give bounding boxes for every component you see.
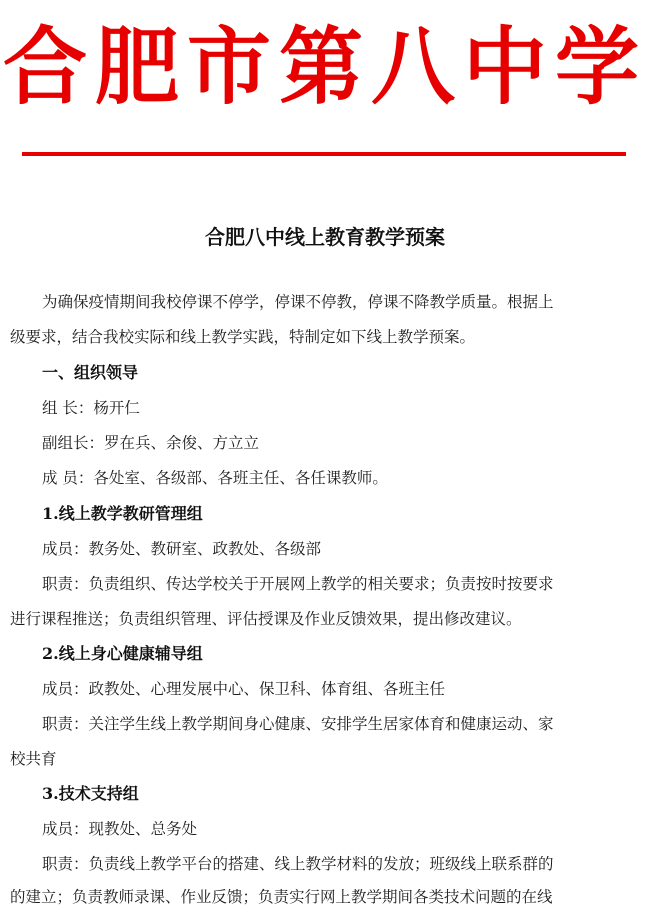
school-letterhead: 合肥市第八中学 [2, 17, 647, 116]
tech-support-members: 成员：现教处、总务处 [42, 820, 198, 838]
health-guidance-duty-line-1: 职责：关注学生线上教学期间身心健康、安排学生居家体育和健康运动、家 [42, 715, 554, 733]
teaching-management-members: 成员：教务处、教研室、政教处、各级部 [42, 540, 322, 558]
document-title: 合肥八中线上教育教学预案 [205, 225, 445, 249]
teaching-management-duty-line-1: 职责：负责组织、传达学校关于开展网上教学的相关要求；负责按时按要求 [42, 575, 554, 593]
subsection-heading-teaching-management: 1.线上教学教研管理组 [42, 504, 203, 523]
section-heading-organization: 一、组织领导 [42, 363, 139, 382]
deputy-leaders: 副组长：罗在兵、余俊、方立立 [42, 434, 260, 452]
intro-line-1: 为确保疫情期间我校停课不停学，停课不停教，停课不降教学质量。根据上 [42, 293, 554, 311]
health-guidance-members: 成员：政教处、心理发展中心、保卫科、体育组、各班主任 [42, 680, 446, 698]
intro-line-2: 级要求，结合我校实际和线上教学实践，特制定如下线上教学预案。 [10, 328, 476, 346]
tech-support-duty-line-2: 的建立；负责教师录课、作业反馈；负责实行网上教学期间各类技术问题的在线 [10, 888, 553, 906]
group-members: 成 员：各处室、各级部、各班主任、各任课教师。 [42, 469, 388, 487]
group-leader: 组 长：杨开仁 [42, 399, 140, 417]
subsection-heading-health-guidance: 2.线上身心健康辅导组 [42, 644, 203, 663]
letterhead-divider [22, 152, 626, 156]
teaching-management-duty-line-2: 进行课程推送；负责组织管理、评估授课及作业反馈效果，提出修改建议。 [10, 610, 522, 628]
tech-support-duty-line-1: 职责：负责线上教学平台的搭建、线上教学材料的发放；班级线上联系群的 [42, 855, 554, 873]
subsection-heading-tech-support: 3.技术支持组 [42, 784, 139, 803]
health-guidance-duty-line-2: 校共育 [10, 750, 57, 768]
